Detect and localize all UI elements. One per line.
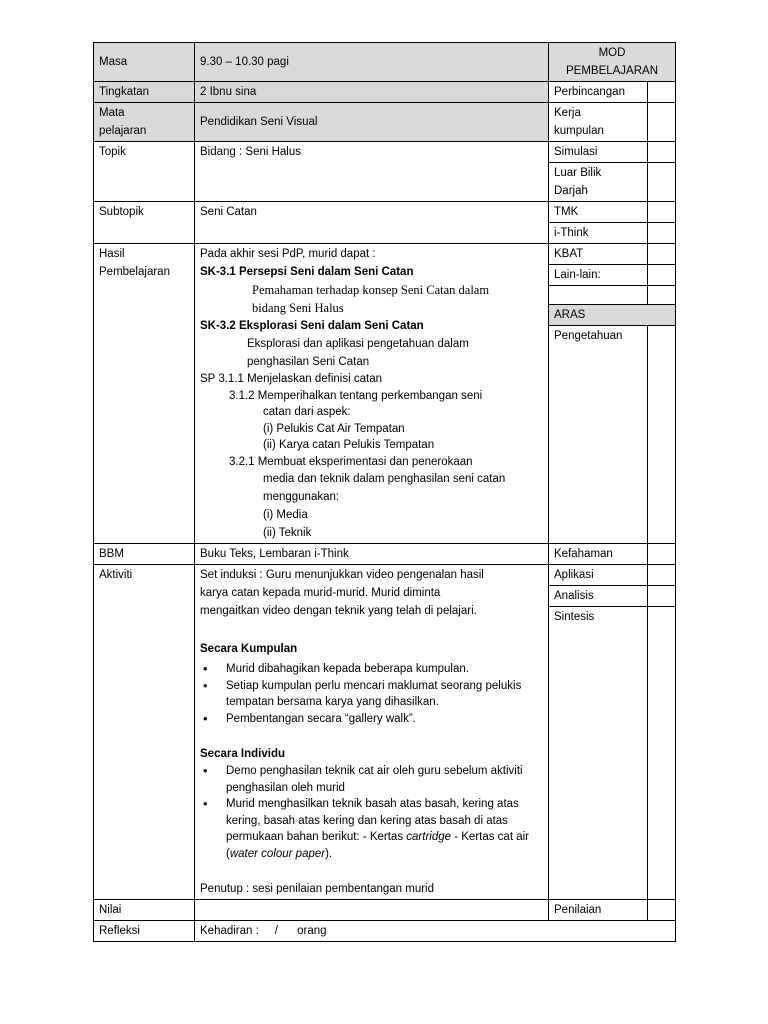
row-subtopik (94, 202, 676, 223)
mod-blank-check[interactable] (648, 286, 676, 305)
individu-item2-c: - Kertas cat air ( (226, 831, 529, 860)
sp2-line1: 3.1.2 Memperihalkan tentang perkembangan seni (229, 389, 483, 402)
aras-kefahaman-check[interactable] (648, 544, 676, 565)
set-induksi-line1: Set induksi : Guru menunjukkan video pengenalan hasil (200, 569, 484, 581)
nilai-label: Nilai (94, 900, 195, 921)
sp-line: SP 3.1.1 Menjelaskan definisi catan (200, 373, 382, 385)
kumpulan-item: • Murid dibahagikan kepada beberapa kumpulan. (200, 661, 543, 678)
sk2-line2: penghasilan Seni Catan (247, 356, 370, 368)
row-aktiviti (94, 565, 676, 586)
mod-ithink-check[interactable] (648, 223, 676, 244)
row-topik (94, 142, 676, 163)
sp3-line2: media dan teknik dalam penghasilan seni catan (263, 473, 506, 485)
kumpulan-list (200, 661, 543, 727)
aras-penilaian: Penilaian (549, 900, 648, 921)
aras-aplikasi-check[interactable] (648, 565, 676, 586)
kumpulan-item: • Setiap kumpulan perlu mencari maklumat seorang pelukis tempatan bersama karya yang dihasilkan. (200, 678, 543, 711)
aras-analisis-check[interactable] (648, 586, 676, 607)
mata-label-line2: pelajaran (99, 125, 147, 137)
individu-item (200, 796, 543, 862)
aktiviti-label: Aktiviti (94, 565, 195, 900)
mod-tmk: TMK (549, 202, 648, 223)
row-mata-pelajaran (94, 103, 676, 142)
mod-pembelajaran-header (549, 43, 676, 82)
mod-lain-lain-check[interactable] (648, 265, 676, 286)
aras-pengetahuan-check[interactable] (648, 326, 676, 544)
topik-value: Bidang : Seni Halus (195, 142, 549, 202)
sp2-item1: (i) Pelukis Cat Air Tempatan (263, 422, 405, 435)
aras-aplikasi: Aplikasi (549, 565, 648, 586)
row-refleksi (94, 921, 676, 942)
mod-kbat: KBAT (549, 244, 648, 265)
kerja-line2: kumpulan (554, 125, 604, 137)
aras-sintesis-check[interactable] (648, 607, 676, 900)
individu-item2-b: cartridge (406, 831, 452, 843)
sp2-line2: catan dari aspek: (263, 406, 351, 418)
aras-header: ARAS (549, 305, 676, 326)
mata-label-line1: Mata (99, 107, 125, 119)
aktiviti-content (195, 565, 549, 900)
mod-title-line1: MOD (598, 47, 626, 59)
sk2-title: SK-3.2 Eksplorasi Seni dalam Seni Catan (200, 320, 424, 332)
topik-label: Topik (94, 142, 195, 202)
mod-kerja-kumpulan (549, 103, 648, 142)
sp3-line1: 3.2.1 Membuat eksperimentasi dan penerokaan (229, 455, 473, 468)
mod-luar-bilik-darjah (549, 163, 648, 202)
sp3-item2: (ii) Teknik (263, 527, 312, 539)
hasil-label-line1: Hasil (99, 248, 125, 260)
row-hasil-pembelajaran (94, 244, 676, 265)
row-tingkatan (94, 82, 676, 103)
tingkatan-label: Tingkatan (94, 82, 195, 103)
aras-kefahaman: Kefahaman (549, 544, 648, 565)
aras-pengetahuan: Pengetahuan (549, 326, 648, 544)
masa-value: 9.30 – 10.30 pagi (195, 43, 549, 82)
hasil-intro: Pada akhir sesi PdP, murid dapat : (200, 248, 376, 260)
nilai-value[interactable] (195, 900, 549, 921)
set-induksi-line2: karya catan kepada murid-murid. Murid diminta (200, 587, 441, 599)
subtopik-value: Seni Catan (195, 202, 549, 244)
kerja-line1: Kerja (554, 107, 581, 119)
mata-pelajaran-label (94, 103, 195, 142)
lesson-plan-table (93, 42, 676, 942)
individu-title: Secara Individu (200, 748, 286, 760)
aras-sintesis: Sintesis (549, 607, 648, 900)
bbm-label: BBM (94, 544, 195, 565)
mod-ithink: i-Think (549, 223, 648, 244)
sp3-item1: (i) Media (263, 509, 308, 521)
mod-title-line2: PEMBELAJARAN (565, 65, 659, 77)
individu-item2-a: Murid menghasilkan teknik basah atas basah, kering atas kering, basah atas kering dan kering atas basah di atas permukaan bahan berikut: - Kertas (226, 798, 519, 843)
set-induksi-line3: mengaitkan video dengan teknik yang telah di pelajari. (200, 605, 477, 617)
mod-simulasi-check[interactable] (648, 142, 676, 163)
individu-list (200, 763, 543, 862)
hasil-pembelajaran-content (195, 244, 549, 544)
bbm-value: Buku Teks, Lembaran i-Think (195, 544, 549, 565)
sk1-line2: bidang Seni Halus (252, 301, 344, 315)
aras-analisis: Analisis (549, 586, 648, 607)
row-nilai (94, 900, 676, 921)
luar-line1: Luar Bilik (554, 167, 602, 179)
sk1-line1: Pemahaman terhadap konsep Seni Catan dalam (252, 283, 490, 297)
mod-simulasi: Simulasi (549, 142, 648, 163)
mod-perbincangan: Perbincangan (549, 82, 648, 103)
subtopik-label: Subtopik (94, 202, 195, 244)
row-masa (94, 43, 676, 82)
mod-blank (549, 286, 648, 305)
sk1-title: SK-3.1 Persepsi Seni dalam Seni Catan (200, 266, 414, 278)
individu-item: • Demo penghasilan teknik cat air oleh guru sebelum aktiviti penghasilan oleh murid (200, 763, 543, 796)
mod-lain-lain: Lain-lain: (549, 265, 648, 286)
masa-label: Masa (94, 43, 195, 82)
individu-item2-d: water colour paper (229, 847, 326, 860)
row-bbm (94, 544, 676, 565)
sp2-item2: (ii) Karya catan Pelukis Tempatan (263, 439, 435, 451)
sk2-line1: Eksplorasi dan aplikasi pengetahuan dalam (247, 338, 469, 350)
kumpulan-title: Secara Kumpulan (200, 643, 298, 655)
individu-item2-e: ). (325, 847, 333, 860)
mata-pelajaran-value: Pendidikan Seni Visual (195, 103, 549, 142)
sp3-line3: menggunakan: (263, 491, 340, 503)
aras-penilaian-check[interactable] (648, 900, 676, 921)
hasil-pembelajaran-label (94, 244, 195, 544)
tingkatan-value: 2 Ibnu sina (195, 82, 549, 103)
kumpulan-item: • Pembentangan secara “gallery walk”. (200, 711, 543, 728)
mod-luar-check[interactable] (648, 163, 676, 202)
hasil-label-line2: Pembelajaran (99, 266, 170, 278)
luar-line2: Darjah (554, 185, 588, 197)
mod-kerja-check[interactable] (648, 103, 676, 142)
mod-perbincangan-check[interactable] (648, 82, 676, 103)
refleksi-value[interactable]: Kehadiran : / orang (195, 921, 676, 942)
mod-kbat-check[interactable] (648, 244, 676, 265)
penutup: Penutup : sesi penilaian pembentangan murid (200, 883, 434, 895)
refleksi-label: Refleksi (94, 921, 195, 942)
mod-tmk-check[interactable] (648, 202, 676, 223)
